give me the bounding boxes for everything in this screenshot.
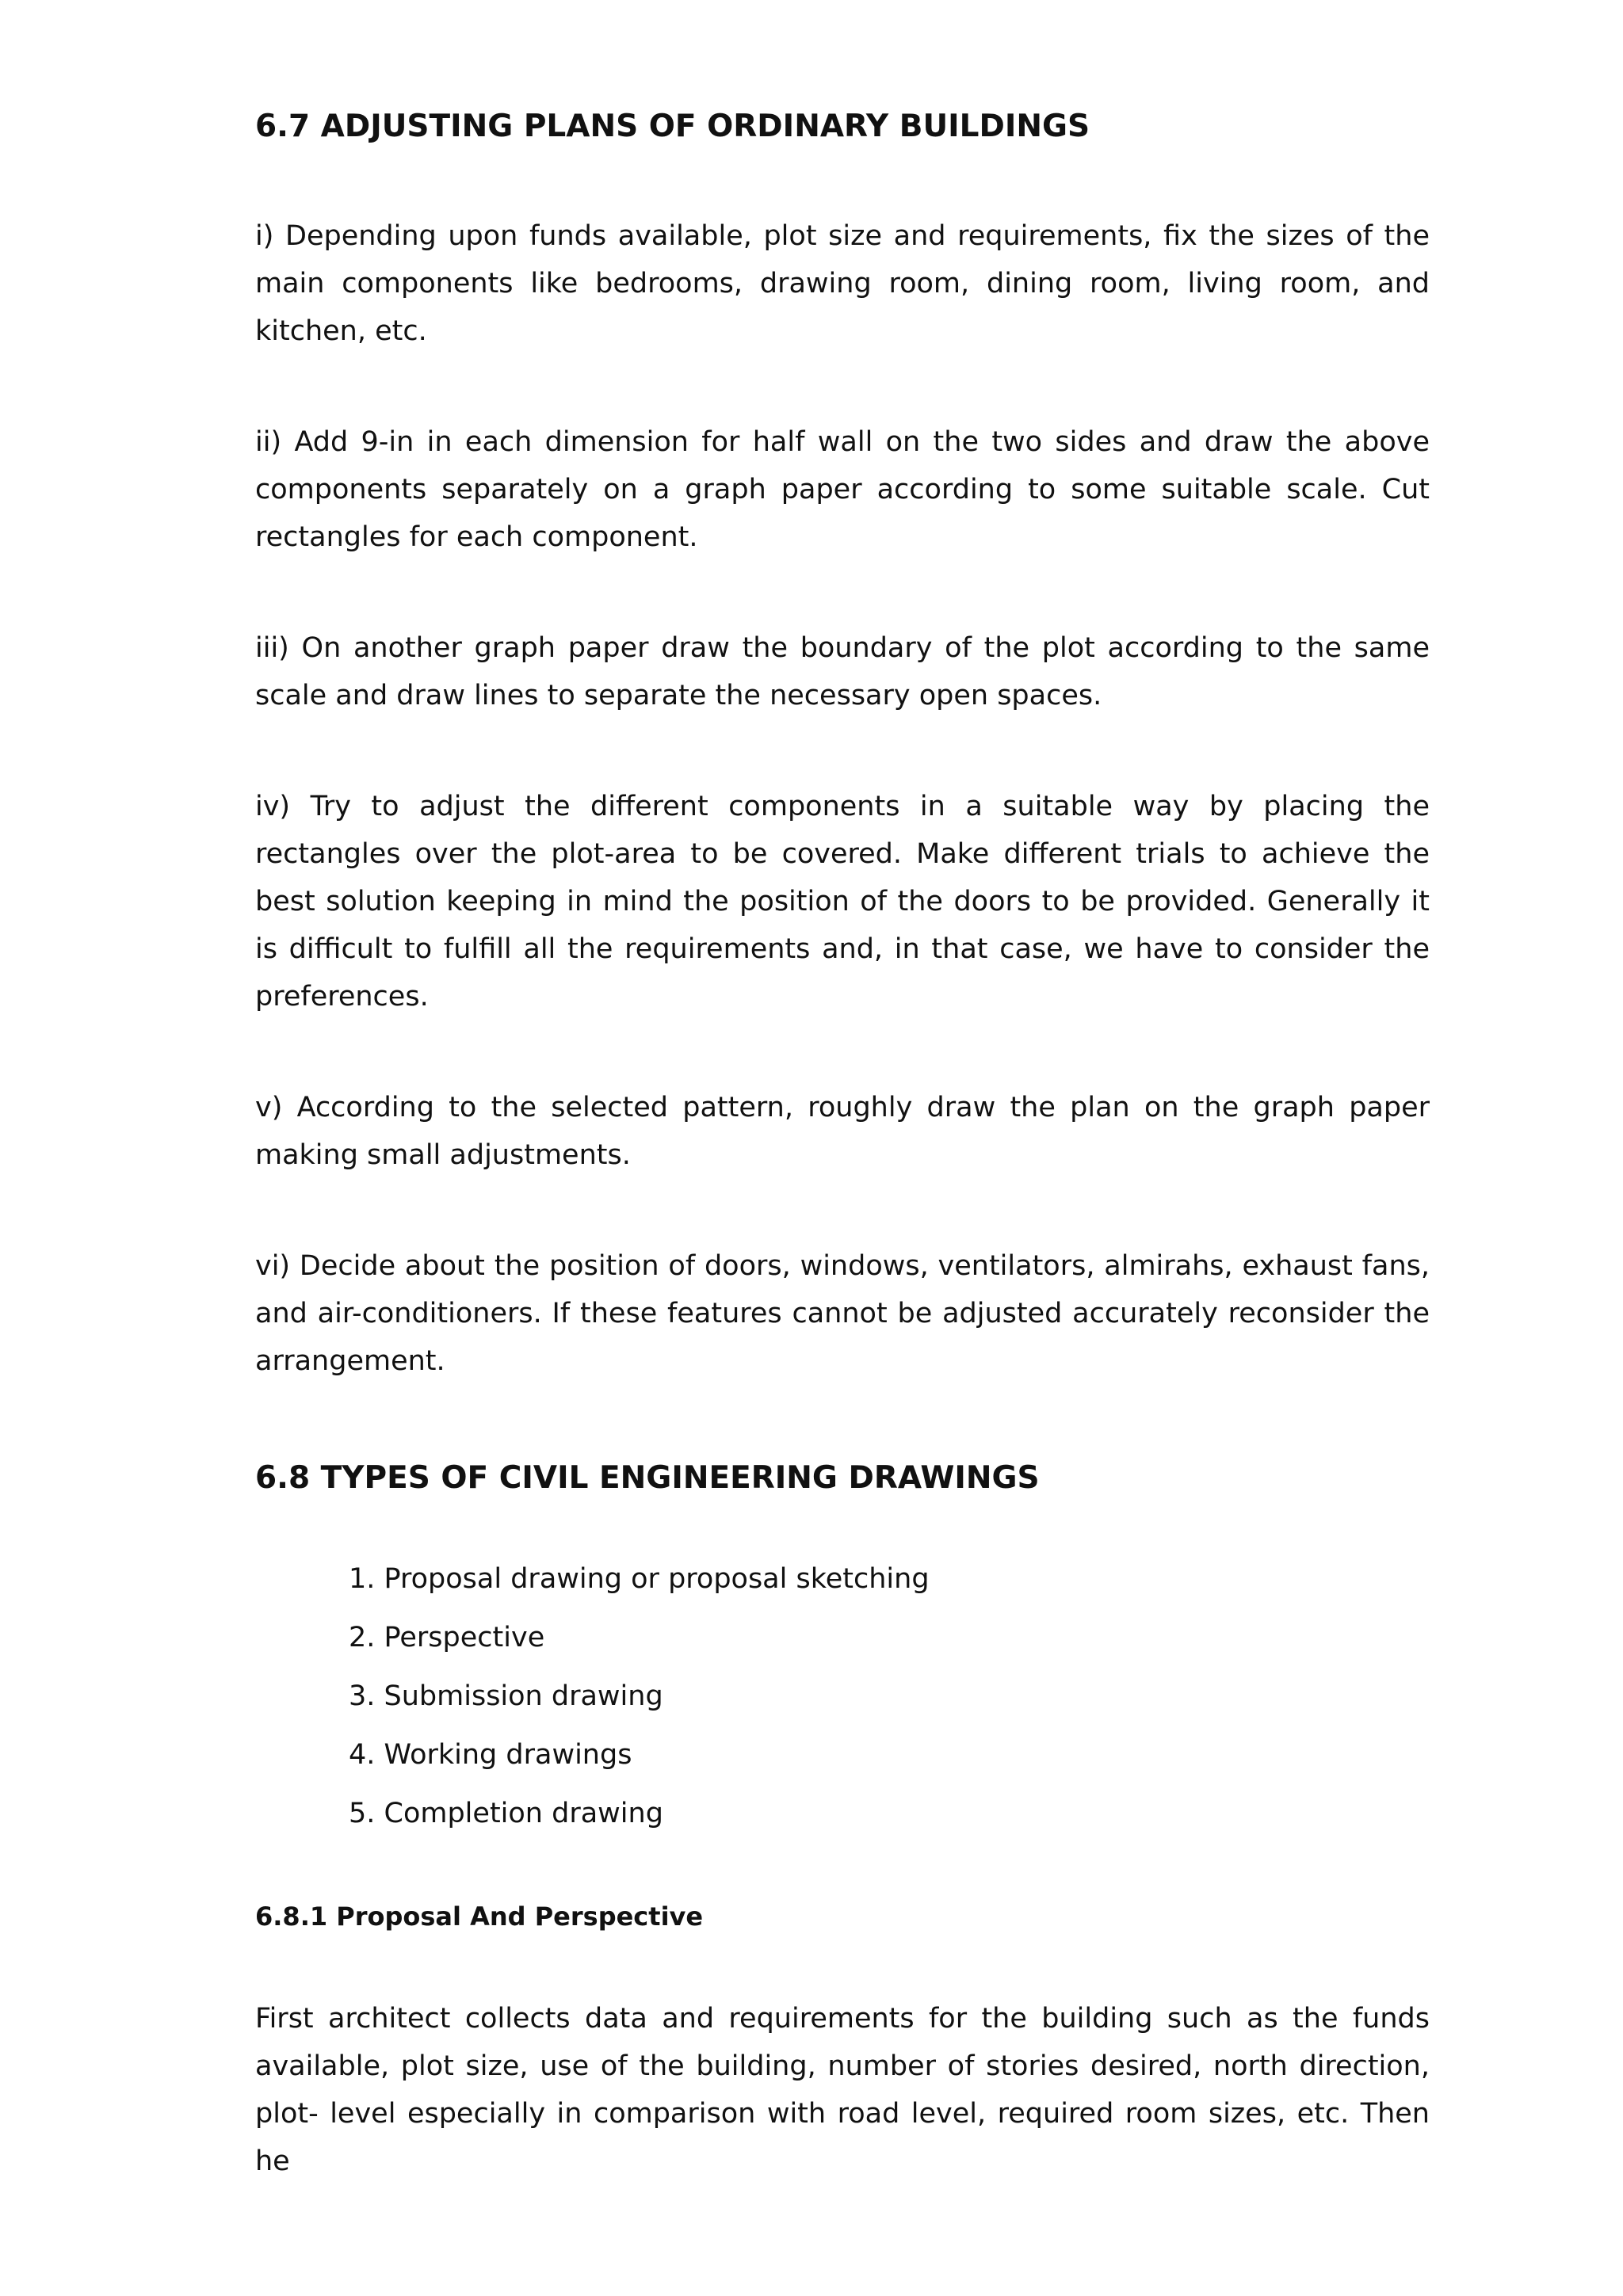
section-6-8-heading: 6.8 TYPES OF CIVIL ENGINEERING DRAWINGS xyxy=(255,1460,1040,1496)
paragraph-v: v) According to the selected pattern, roughly draw the plan on the graph paper making small adjustments. xyxy=(255,1092,1430,1171)
list-item: 2. Perspective xyxy=(349,1622,545,1653)
section-6-8-1-heading: 6.8.1 Proposal And Perspective xyxy=(255,1901,704,1932)
list-item: 1. Proposal drawing or proposal sketching xyxy=(349,1563,930,1595)
paragraph-vi: vi) Decide about the position of doors, windows, ventilators, almirahs, exhaust fans, and air-conditioners. If these features cannot be adjusted accurately reconsider the arrangement. xyxy=(255,1250,1430,1377)
list-item: 5. Completion drawing xyxy=(349,1798,663,1829)
list-item: 4. Working drawings xyxy=(349,1739,632,1771)
document-page xyxy=(255,103,1430,2185)
list-item: 3. Submission drawing xyxy=(349,1680,663,1712)
paragraph-iii: iii) On another graph paper draw the boundary of the plot according to the same scale and draw lines to separate the necessary open spaces. xyxy=(255,632,1430,711)
paragraph-ii: ii) Add 9-in in each dimension for half wall on the two sides and draw the above components separately on a graph paper according to some suitable scale. Cut rectangles for each component. xyxy=(255,426,1430,553)
paragraph-i: i) Depending upon funds available, plot size and requirements, fix the sizes of the main components like bedrooms, drawing room, dining room, living room, and kitchen, etc. xyxy=(255,220,1430,347)
paragraph-iv: iv) Try to adjust the different components in a suitable way by placing the rectangles over the plot-area to be covered. Make different trials to achieve the best solution keeping in mind the position of the doors to be provided. Generally it is difficult to fulfill all the requirements and, in that case, we have to consider the preferences. xyxy=(255,791,1430,1013)
section-6-7-heading: 6.7 ADJUSTING PLANS OF ORDINARY BUILDINGS xyxy=(255,109,1090,144)
paragraph-proposal: First architect collects data and requirements for the building such as the funds available, plot size, use of the building, number of stories desired, north direction, plot- level especially in comparison with road level, required room sizes, etc. Then he xyxy=(255,2003,1430,2177)
drawing-types-list xyxy=(255,1550,1430,1843)
